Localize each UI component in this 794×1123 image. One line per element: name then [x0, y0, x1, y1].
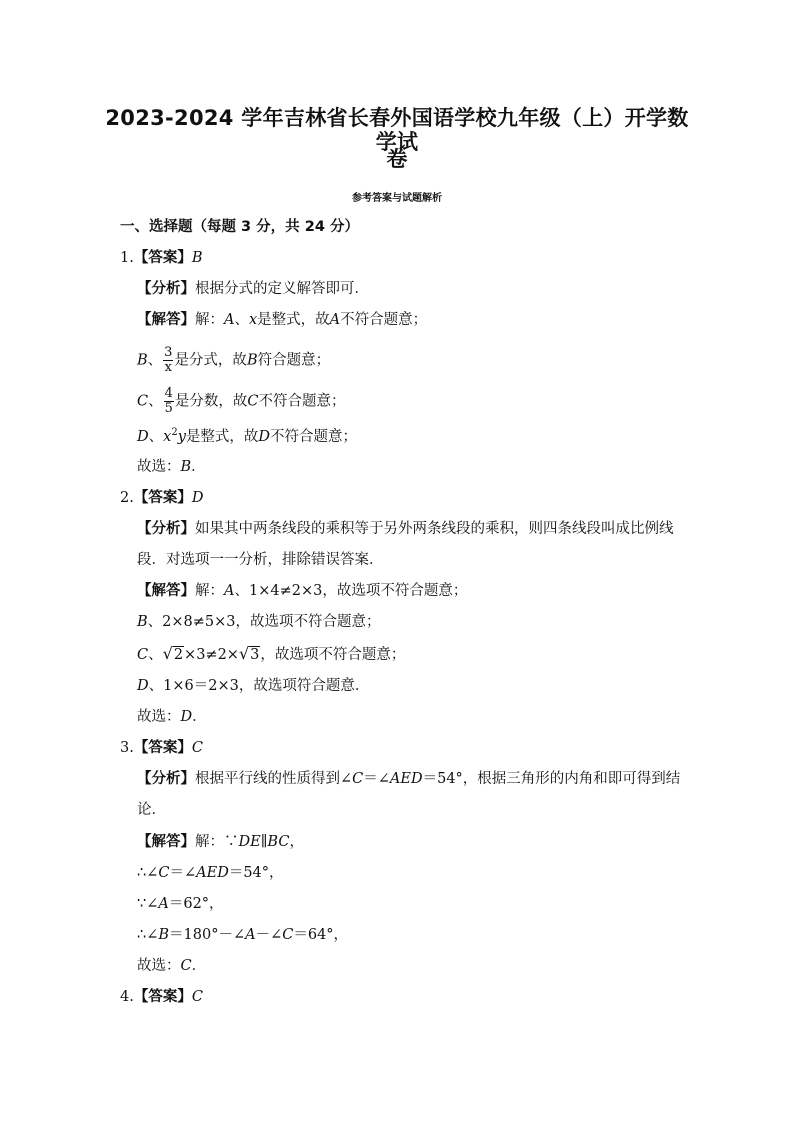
- q3-sol-end: ，: [289, 834, 304, 850]
- q1-var-x: x: [248, 312, 258, 328]
- q1-fraction-b: [163, 346, 173, 375]
- q1-analysis-line: [137, 280, 369, 298]
- q1-sep-b: 、: [147, 352, 163, 369]
- q3-l4-e: －∠: [255, 927, 283, 943]
- q2-sqrt-1: [163, 645, 184, 664]
- doc-title-line-1: 2023-2024 学年吉林省长春外国语学校九年级（上）开学数学试: [105, 106, 689, 154]
- q1-text-a: 是整式，故: [257, 312, 330, 328]
- q3-l3-c: ＝62°，: [168, 896, 224, 912]
- q3-choose: 故选：: [137, 958, 181, 974]
- solution-label: 【解答】: [137, 312, 195, 328]
- q2-choose-line: [137, 708, 207, 726]
- q3-an-1c: ＝∠: [363, 771, 390, 787]
- q3-solution-4: [137, 926, 348, 944]
- q1-number: 1.: [120, 250, 134, 266]
- q1-opt-a: A: [224, 312, 235, 328]
- q1-fraction-c: [164, 387, 174, 416]
- q3-l4-b: B: [158, 927, 170, 943]
- q3-l3-b: A: [158, 896, 169, 912]
- q2-answer: D: [191, 490, 204, 506]
- q1-frac-c-den: 5: [164, 401, 173, 416]
- q1-choose: 故选：: [137, 459, 181, 475]
- q2-sqrt-2: [239, 645, 260, 664]
- q3-choose-opt: C: [180, 958, 192, 974]
- q2-opt-a: A: [224, 583, 235, 599]
- q3-an-1a: 根据平行线的性质得到∠: [195, 771, 353, 787]
- q1-choose-line: [137, 458, 206, 476]
- q1-answer: B: [191, 250, 203, 266]
- q2-solution-c: [137, 645, 405, 664]
- q1-frac-b-den: x: [164, 360, 172, 375]
- q3-sol-par: ∥: [260, 834, 268, 850]
- q3-answer-line: [120, 739, 203, 757]
- q1-opt-d: D: [137, 429, 149, 445]
- q3-choose-end: ．: [191, 958, 207, 974]
- q1-term-exponent: 2: [171, 427, 178, 438]
- q2-analysis-line-2: 段．对选项一一分析，排除错误答案．: [137, 552, 384, 568]
- q3-an-1b: C: [352, 771, 364, 787]
- q1-opt-a-ref: A: [329, 312, 341, 328]
- q4-answer: C: [191, 989, 203, 1005]
- q1-sol-prefix: 解：: [195, 312, 224, 328]
- q3-l4-a: ∴∠: [137, 927, 159, 943]
- q1-term-base: x: [163, 429, 172, 445]
- answer-label: 【答案】: [133, 490, 192, 506]
- q3-choose-line: [137, 957, 206, 975]
- q3-sol-de: DE: [238, 834, 261, 850]
- q2-solution-b: [137, 613, 381, 631]
- q1-opt-d-ref: D: [258, 429, 271, 445]
- q1-text-c: 是分数，故: [174, 393, 248, 410]
- q2-sqrt-2-value: 3: [250, 647, 260, 663]
- section-heading: 一、选择题（每题 3 分，共 24 分）: [120, 219, 359, 235]
- doc-subtitle: 参考答案与试题解析: [352, 193, 442, 204]
- q2-sol-prefix: 解：: [195, 583, 224, 599]
- q2-text-d: 、1×6＝2×3，故选项符合题意．: [148, 678, 370, 694]
- q2-text-a: 、1×4≠2×3，故选项不符合题意；: [234, 583, 468, 599]
- q1-sep-a: 、: [234, 312, 249, 328]
- q3-l4-c: ＝180°－∠: [169, 927, 246, 943]
- q1-text-b: 是分式，故: [174, 352, 247, 369]
- q3-number: 3.: [120, 740, 134, 756]
- q1-solution-c: [137, 387, 346, 416]
- q4-number: 4.: [120, 989, 134, 1005]
- q2-choose: 故选：: [137, 709, 181, 725]
- q1-end-b: 符合题意；: [257, 352, 331, 369]
- radical-icon: √: [162, 644, 173, 663]
- q3-an-1e: ＝54°，根据三角形的内角和即可得到结: [422, 771, 681, 787]
- q2-choose-opt: D: [180, 709, 193, 725]
- q1-end-d: 不符合题意；: [270, 429, 358, 445]
- q2-text-c-mid: ×3≠2×: [184, 647, 239, 663]
- q3-answer: C: [191, 740, 203, 756]
- answer-label: 【答案】: [133, 250, 192, 266]
- q2-solution-a: [137, 582, 467, 600]
- q3-l3-a: ∵∠: [137, 896, 159, 912]
- q1-opt-b: B: [137, 352, 148, 369]
- q4-answer-line: [120, 988, 203, 1006]
- q1-frac-b-num: 3: [164, 345, 173, 360]
- analysis-label: 【分析】: [137, 521, 195, 537]
- q3-l4-g: ＝64°，: [293, 927, 349, 943]
- q1-end-a: 不符合题意；: [340, 312, 428, 328]
- doc-title-line-2: 卷: [386, 147, 408, 171]
- q1-analysis: 根据分式的定义解答即可．: [195, 281, 369, 297]
- q3-analysis-line-1: [137, 770, 680, 788]
- q3-l2-a: ∴∠: [137, 865, 159, 881]
- q1-choose-opt: B: [180, 459, 192, 475]
- q1-frac-c-num: 4: [164, 386, 173, 401]
- answer-label: 【答案】: [133, 740, 192, 756]
- q3-l2-d: AED: [196, 865, 229, 881]
- q1-opt-c: C: [137, 393, 149, 410]
- q3-l2-b: C: [158, 865, 170, 881]
- analysis-label: 【分析】: [137, 771, 195, 787]
- q1-solution-b: [137, 346, 330, 375]
- q3-solution-1: [137, 833, 304, 851]
- q2-number: 2.: [120, 490, 134, 506]
- answer-label: 【答案】: [133, 989, 192, 1005]
- q2-opt-c: C: [137, 647, 149, 663]
- q2-solution-d: [137, 677, 369, 695]
- q3-l4-d: A: [245, 927, 256, 943]
- analysis-label: 【分析】: [137, 281, 195, 297]
- q1-answer-line: [120, 249, 203, 267]
- q1-sep-c: 、: [148, 393, 163, 410]
- q2-choose-end: ．: [192, 709, 207, 725]
- q3-sol-bc: BC: [267, 834, 290, 850]
- q3-analysis-line-2: 论．: [137, 802, 166, 818]
- q1-term-y: y: [177, 429, 186, 445]
- q1-opt-b-ref: B: [246, 352, 258, 369]
- q3-l4-f: C: [282, 927, 294, 943]
- q1-sep-d: 、: [148, 429, 164, 445]
- q2-opt-d: D: [137, 678, 149, 694]
- q3-solution-3: [137, 895, 224, 913]
- q3-l2-c: ＝∠: [169, 865, 197, 881]
- q2-analysis-line-1: [137, 520, 674, 538]
- q1-text-d: 是整式，故: [185, 429, 259, 445]
- q3-sol-prefix: 解：∵: [195, 834, 239, 850]
- solution-label: 【解答】: [137, 834, 195, 850]
- q2-opt-b: B: [137, 614, 148, 630]
- q1-choose-end: ．: [191, 459, 206, 475]
- q2-text-c-end: ，故选项不符合题意；: [260, 647, 406, 663]
- q2-analysis-1: 如果其中两条线段的乘积等于另外两条线段的乘积，则四条线段叫成比例线: [195, 521, 674, 537]
- q1-end-c: 不符合题意；: [258, 393, 346, 410]
- q2-text-b: 、2×8≠5×3，故选项不符合题意；: [147, 614, 381, 630]
- q1-solution-a: [137, 311, 427, 329]
- q3-solution-2: [137, 864, 284, 882]
- q3-an-1d: AED: [389, 771, 423, 787]
- q1-solution-d: [137, 428, 357, 446]
- radical-icon: √: [238, 644, 250, 663]
- q2-sep-c: 、: [148, 647, 163, 663]
- q2-sqrt-1-value: 2: [173, 647, 184, 663]
- q2-answer-line: [120, 489, 203, 507]
- q1-opt-c-ref: C: [247, 393, 259, 410]
- solution-label: 【解答】: [137, 583, 195, 599]
- q3-l2-e: ＝54°，: [228, 865, 284, 881]
